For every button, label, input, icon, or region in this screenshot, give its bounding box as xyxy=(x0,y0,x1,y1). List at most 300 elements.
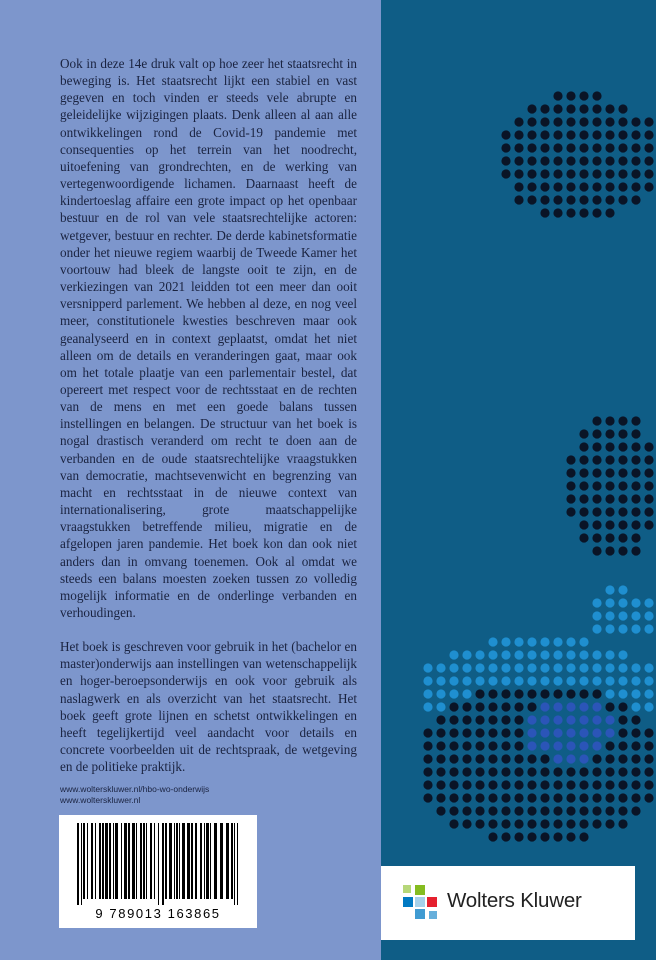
pattern-dot xyxy=(449,806,458,815)
pattern-dot xyxy=(618,689,627,698)
pattern-dot xyxy=(527,793,536,802)
pattern-dot xyxy=(553,637,562,646)
pattern-dot xyxy=(592,806,601,815)
pattern-dot xyxy=(631,130,640,139)
barcode-bar xyxy=(113,823,114,899)
barcode-bar xyxy=(231,823,233,899)
pattern-dot xyxy=(449,728,458,737)
pattern-dot xyxy=(423,676,432,685)
pattern-dot xyxy=(579,143,588,152)
pattern-dot xyxy=(579,663,588,672)
pattern-dot xyxy=(553,143,562,152)
barcode-bar xyxy=(87,823,88,899)
pattern-dot xyxy=(566,182,575,191)
pattern-dot xyxy=(631,546,640,555)
pattern-dot xyxy=(618,182,627,191)
back-cover-right-panel xyxy=(381,0,656,960)
pattern-dot xyxy=(605,780,614,789)
pattern-dot xyxy=(475,702,484,711)
pattern-dot xyxy=(644,780,653,789)
pattern-dot xyxy=(618,702,627,711)
pattern-dot xyxy=(618,416,627,425)
pattern-dot xyxy=(605,806,614,815)
pattern-dot xyxy=(449,676,458,685)
pattern-dot xyxy=(553,832,562,841)
pattern-dot xyxy=(605,611,614,620)
pattern-dot xyxy=(540,663,549,672)
pattern-dot xyxy=(553,715,562,724)
pattern-dot xyxy=(553,676,562,685)
pattern-dot xyxy=(631,715,640,724)
pattern-dot xyxy=(644,169,653,178)
pattern-dot xyxy=(475,650,484,659)
pattern-dot xyxy=(592,819,601,828)
pattern-dot xyxy=(605,429,614,438)
pattern-dot xyxy=(514,169,523,178)
pattern-dot xyxy=(566,117,575,126)
pattern-dot xyxy=(631,624,640,633)
pattern-dot xyxy=(579,780,588,789)
pattern-dot xyxy=(488,806,497,815)
pattern-dot xyxy=(579,832,588,841)
pattern-dot xyxy=(592,442,601,451)
url-main[interactable]: www.wolterskluwer.nl xyxy=(60,795,141,805)
barcode-bar xyxy=(158,823,159,905)
barcode-bar xyxy=(165,823,167,899)
isbn-number: 9 789013 163865 xyxy=(95,906,221,921)
pattern-dot xyxy=(592,546,601,555)
pattern-dot xyxy=(553,702,562,711)
pattern-dot xyxy=(462,702,471,711)
pattern-dot xyxy=(618,494,627,503)
pattern-dot xyxy=(514,689,523,698)
pattern-dot xyxy=(488,650,497,659)
pattern-dot xyxy=(527,195,536,204)
pattern-dot xyxy=(553,663,562,672)
pattern-dot xyxy=(579,767,588,776)
pattern-dot xyxy=(514,676,523,685)
pattern-dot xyxy=(592,689,601,698)
barcode-bar xyxy=(140,823,142,899)
pattern-dot xyxy=(579,195,588,204)
pattern-dot xyxy=(540,208,549,217)
pattern-dot xyxy=(436,715,445,724)
pattern-dot xyxy=(462,767,471,776)
barcode-bar xyxy=(182,823,185,899)
pattern-dot xyxy=(644,182,653,191)
pattern-dot xyxy=(579,468,588,477)
pattern-dot xyxy=(592,156,601,165)
pattern-dot xyxy=(527,169,536,178)
pattern-dot xyxy=(605,442,614,451)
pattern-dot xyxy=(631,754,640,763)
pattern-dot xyxy=(462,728,471,737)
pattern-dot xyxy=(514,767,523,776)
pattern-dot xyxy=(566,637,575,646)
pattern-dot xyxy=(631,663,640,672)
pattern-dot xyxy=(631,793,640,802)
pattern-dot xyxy=(566,663,575,672)
pattern-dot xyxy=(540,104,549,113)
pattern-dot xyxy=(631,507,640,516)
pattern-dot xyxy=(553,650,562,659)
pattern-dot xyxy=(423,793,432,802)
pattern-dot xyxy=(618,598,627,607)
pattern-dot xyxy=(592,702,601,711)
barcode-bar xyxy=(234,823,235,905)
pattern-dot xyxy=(423,741,432,750)
pattern-dot xyxy=(618,715,627,724)
barcode-bar xyxy=(154,823,155,899)
pattern-dot xyxy=(618,520,627,529)
pattern-dot xyxy=(514,832,523,841)
pattern-dot xyxy=(501,741,510,750)
pattern-dot xyxy=(514,195,523,204)
pattern-dot xyxy=(540,130,549,139)
pattern-dot xyxy=(618,442,627,451)
pattern-dot xyxy=(527,156,536,165)
pattern-dot xyxy=(553,117,562,126)
pattern-dot xyxy=(436,663,445,672)
pattern-dot xyxy=(618,117,627,126)
pattern-dot xyxy=(605,156,614,165)
pattern-dot xyxy=(514,793,523,802)
pattern-dot xyxy=(579,169,588,178)
pattern-dot xyxy=(579,741,588,750)
pattern-dot xyxy=(436,689,445,698)
pattern-dot xyxy=(579,91,588,100)
pattern-dot xyxy=(514,715,523,724)
pattern-dot xyxy=(618,468,627,477)
pattern-dot xyxy=(579,507,588,516)
pattern-dot xyxy=(618,143,627,152)
pattern-dot xyxy=(631,689,640,698)
pattern-dot xyxy=(592,728,601,737)
pattern-dot xyxy=(605,130,614,139)
blurb-paragraph-2: Het boek is geschreven voor gebruik in het (bachelor en master)onderwijs aan instellingen van wetenschappelijk en hoger-beroepsonderwijs en ook voor gebruik als naslagwerk en als overzicht van het staatsrecht. Het boek geeft grote lijnen en schetst ontwikkelingen en heeft tegelijkertijd veel aandacht voor details en concrete voorbeelden uit de rechtspraak, de wetgeving en de politieke praktijk. xyxy=(60,639,357,775)
pattern-dot xyxy=(553,767,562,776)
pattern-dot xyxy=(488,715,497,724)
pattern-dot xyxy=(540,741,549,750)
pattern-dot xyxy=(527,767,536,776)
pattern-dot xyxy=(488,676,497,685)
pattern-dot xyxy=(527,741,536,750)
barcode-bar xyxy=(102,823,104,899)
dot-pattern xyxy=(381,0,656,960)
pattern-dot xyxy=(514,156,523,165)
pattern-dot xyxy=(501,780,510,789)
pattern-dot xyxy=(631,455,640,464)
pattern-dot xyxy=(605,117,614,126)
pattern-dot xyxy=(475,754,484,763)
pattern-dot xyxy=(553,195,562,204)
pattern-dot xyxy=(540,195,549,204)
pattern-dot xyxy=(618,533,627,542)
pattern-dot xyxy=(566,169,575,178)
pattern-dot xyxy=(449,793,458,802)
pattern-dot xyxy=(579,130,588,139)
pattern-dot xyxy=(579,689,588,698)
barcode-bar xyxy=(136,823,137,899)
pattern-dot xyxy=(579,754,588,763)
pattern-dot xyxy=(540,780,549,789)
barcode-bar xyxy=(176,823,178,899)
pattern-dot xyxy=(605,208,614,217)
pattern-dot xyxy=(566,676,575,685)
pattern-dot xyxy=(423,754,432,763)
pattern-dot xyxy=(605,650,614,659)
url-onderwijs[interactable]: www.wolterskluwer.nl/hbo-wo-onderwijs xyxy=(60,784,210,794)
barcode-bar xyxy=(187,823,190,899)
barcode xyxy=(59,815,257,928)
pattern-dot xyxy=(566,130,575,139)
pattern-dot xyxy=(514,637,523,646)
pattern-dot xyxy=(605,754,614,763)
pattern-dot xyxy=(462,663,471,672)
pattern-dot xyxy=(566,468,575,477)
pattern-dot xyxy=(475,793,484,802)
pattern-dot xyxy=(631,195,640,204)
pattern-dot xyxy=(553,754,562,763)
pattern-dot xyxy=(514,806,523,815)
pattern-dot xyxy=(527,130,536,139)
pattern-dot xyxy=(566,767,575,776)
barcode-bar xyxy=(77,823,79,905)
pattern-dot xyxy=(644,754,653,763)
pattern-dot xyxy=(605,169,614,178)
barcode-bar xyxy=(81,823,82,905)
pattern-dot xyxy=(605,819,614,828)
pattern-dot xyxy=(644,767,653,776)
pattern-dot xyxy=(475,728,484,737)
pattern-dot xyxy=(501,663,510,672)
pattern-dot xyxy=(436,702,445,711)
pattern-dot xyxy=(540,832,549,841)
pattern-dot xyxy=(644,143,653,152)
pattern-dot xyxy=(618,780,627,789)
pattern-dot xyxy=(579,442,588,451)
pattern-dot xyxy=(527,143,536,152)
pattern-dot xyxy=(566,702,575,711)
pattern-dot xyxy=(592,429,601,438)
pattern-dot xyxy=(579,715,588,724)
pattern-dot xyxy=(488,702,497,711)
pattern-dot xyxy=(423,728,432,737)
pattern-dot xyxy=(605,416,614,425)
pattern-dot xyxy=(566,754,575,763)
pattern-dot xyxy=(605,585,614,594)
pattern-dot xyxy=(631,520,640,529)
pattern-dot xyxy=(592,520,601,529)
barcode-bar xyxy=(109,823,111,899)
pattern-dot xyxy=(605,494,614,503)
pattern-dot xyxy=(501,832,510,841)
pattern-dot xyxy=(618,650,627,659)
pattern-dot xyxy=(566,481,575,490)
pattern-dot xyxy=(553,91,562,100)
pattern-dot xyxy=(605,104,614,113)
pattern-dot xyxy=(618,793,627,802)
pattern-dot xyxy=(553,130,562,139)
pattern-dot xyxy=(501,754,510,763)
barcode-bar xyxy=(226,823,229,899)
pattern-dot xyxy=(553,741,562,750)
pattern-dot xyxy=(449,702,458,711)
pattern-dot xyxy=(527,104,536,113)
pattern-dot xyxy=(618,195,627,204)
pattern-dot xyxy=(527,754,536,763)
pattern-dot xyxy=(631,416,640,425)
pattern-dot xyxy=(579,637,588,646)
pattern-dot xyxy=(618,455,627,464)
pattern-dot xyxy=(501,156,510,165)
pattern-dot xyxy=(605,546,614,555)
pattern-dot xyxy=(618,169,627,178)
pattern-dot xyxy=(579,533,588,542)
pattern-dot xyxy=(423,780,432,789)
pattern-dot xyxy=(462,715,471,724)
pattern-dot xyxy=(605,481,614,490)
pattern-dot xyxy=(488,754,497,763)
pattern-dot xyxy=(644,117,653,126)
pattern-dot xyxy=(462,689,471,698)
pattern-dot xyxy=(618,585,627,594)
pattern-dot xyxy=(644,611,653,620)
pattern-dot xyxy=(592,611,601,620)
pattern-dot xyxy=(579,702,588,711)
pattern-dot xyxy=(514,819,523,828)
pattern-dot xyxy=(592,780,601,789)
pattern-dot xyxy=(488,793,497,802)
pattern-dot xyxy=(644,676,653,685)
pattern-dot xyxy=(475,715,484,724)
pattern-dot xyxy=(527,806,536,815)
pattern-dot xyxy=(592,754,601,763)
pattern-dot xyxy=(592,195,601,204)
pattern-dot xyxy=(592,143,601,152)
pattern-dot xyxy=(579,793,588,802)
pattern-dot xyxy=(631,767,640,776)
pattern-dot xyxy=(423,689,432,698)
pattern-dot xyxy=(449,754,458,763)
barcode-bar xyxy=(95,823,96,899)
barcode-bar xyxy=(210,823,211,899)
pattern-dot xyxy=(527,832,536,841)
pattern-dot xyxy=(566,91,575,100)
pattern-dot xyxy=(540,689,549,698)
pattern-dot xyxy=(501,143,510,152)
pattern-dot xyxy=(488,728,497,737)
pattern-dot xyxy=(514,728,523,737)
pattern-dot xyxy=(644,598,653,607)
pattern-dot xyxy=(618,767,627,776)
pattern-dot xyxy=(449,650,458,659)
pattern-dot xyxy=(579,676,588,685)
pattern-dot xyxy=(631,442,640,451)
pattern-dot xyxy=(605,741,614,750)
pattern-dot xyxy=(605,182,614,191)
pattern-dot xyxy=(436,780,445,789)
pattern-dot xyxy=(579,806,588,815)
pattern-dot xyxy=(605,715,614,724)
pattern-dot xyxy=(579,208,588,217)
pattern-dot xyxy=(631,741,640,750)
pattern-dot xyxy=(436,741,445,750)
pattern-dot xyxy=(605,663,614,672)
pattern-dot xyxy=(475,767,484,776)
pattern-dot xyxy=(592,663,601,672)
pattern-dot xyxy=(644,507,653,516)
pattern-dot xyxy=(462,676,471,685)
publisher-urls xyxy=(60,784,209,806)
barcode-bar xyxy=(105,823,108,899)
pattern-dot xyxy=(618,481,627,490)
pattern-dot xyxy=(553,182,562,191)
pattern-dot xyxy=(644,624,653,633)
pattern-dot xyxy=(618,819,627,828)
pattern-dot xyxy=(566,793,575,802)
pattern-dot xyxy=(501,767,510,776)
pattern-dot xyxy=(592,468,601,477)
pattern-dot xyxy=(527,728,536,737)
barcode-bar xyxy=(83,823,85,899)
pattern-dot xyxy=(605,195,614,204)
pattern-dot xyxy=(566,715,575,724)
pattern-dot xyxy=(605,533,614,542)
barcode-bar xyxy=(214,823,217,899)
pattern-dot xyxy=(566,455,575,464)
barcode-bar xyxy=(200,823,202,899)
pattern-dot xyxy=(527,819,536,828)
pattern-dot xyxy=(462,780,471,789)
pattern-dot xyxy=(566,832,575,841)
pattern-dot xyxy=(514,780,523,789)
pattern-dot xyxy=(540,117,549,126)
pattern-dot xyxy=(631,468,640,477)
pattern-dot xyxy=(553,780,562,789)
pattern-dot xyxy=(449,819,458,828)
pattern-dot xyxy=(527,117,536,126)
pattern-dot xyxy=(644,663,653,672)
pattern-dot xyxy=(644,728,653,737)
pattern-dot xyxy=(644,494,653,503)
pattern-dot xyxy=(501,130,510,139)
pattern-dot xyxy=(592,676,601,685)
pattern-dot xyxy=(605,520,614,529)
pattern-dot xyxy=(579,455,588,464)
pattern-dot xyxy=(501,728,510,737)
pattern-dot xyxy=(618,546,627,555)
pattern-dot xyxy=(644,520,653,529)
pattern-dot xyxy=(553,689,562,698)
barcode-bar xyxy=(143,823,145,899)
pattern-dot xyxy=(579,481,588,490)
pattern-dot xyxy=(462,819,471,828)
pattern-dot xyxy=(605,767,614,776)
pattern-dot xyxy=(514,702,523,711)
pattern-dot xyxy=(540,637,549,646)
pattern-dot xyxy=(644,793,653,802)
pattern-dot xyxy=(631,728,640,737)
pattern-dot xyxy=(631,117,640,126)
pattern-dot xyxy=(540,806,549,815)
pattern-dot xyxy=(553,156,562,165)
pattern-dot xyxy=(592,117,601,126)
pattern-dot xyxy=(527,637,536,646)
pattern-dot xyxy=(592,481,601,490)
pattern-dot xyxy=(644,741,653,750)
pattern-dot xyxy=(644,468,653,477)
